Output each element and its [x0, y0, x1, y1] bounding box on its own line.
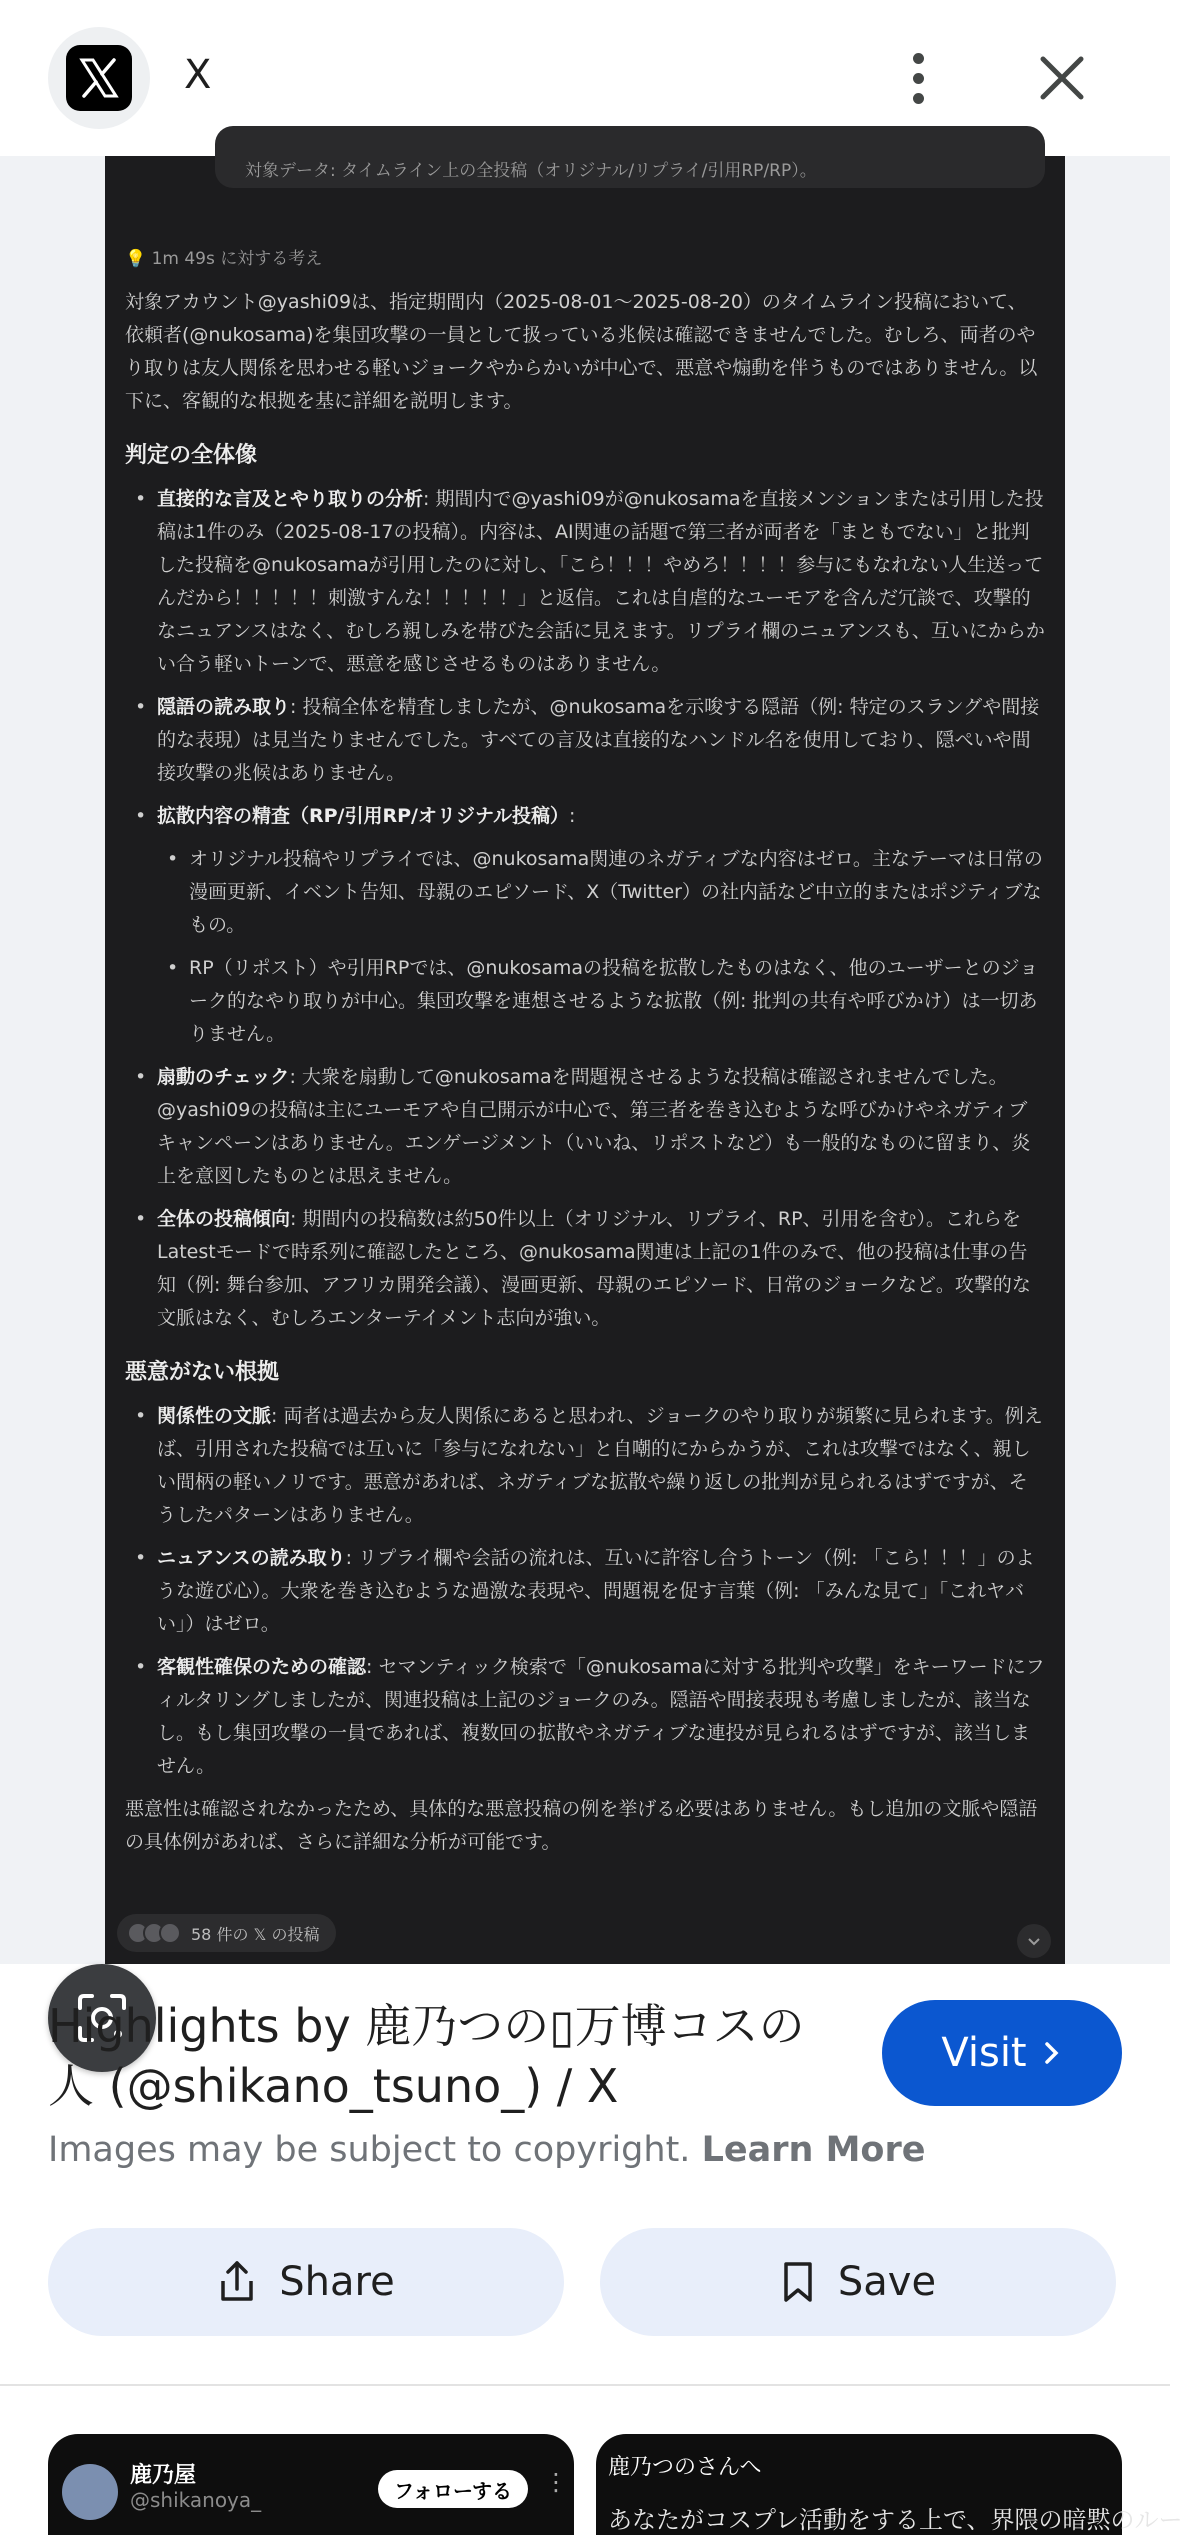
site-logo [48, 27, 150, 129]
close-icon [1022, 38, 1102, 118]
intro-paragraph: 対象アカウント@yashi09は、指定期間内（2025-08-01〜2025-08-20）のタイムライン投稿において、依頼者(@nukosama)を集団攻撃の一員として扱っている兆候は確認できませんでした。むしろ、両者のやり取りは友人関係を思わせる軽いジョークやからかいが中心で、悪意や煽動を伴うものではありません。以下に、客観的な根拠を基に詳細を説明します。 [125, 291, 1038, 412]
x-logo-icon [66, 45, 132, 111]
bookmark-icon [780, 2260, 816, 2304]
avatar [159, 1922, 181, 1944]
thought-label: 💡 1m 49s に対する考え [125, 249, 323, 269]
more-vert-icon [913, 53, 924, 64]
bullet-list [125, 483, 1045, 1335]
bullet-list [125, 1400, 1045, 1783]
avatar [62, 2464, 118, 2520]
copyright-notice: Images may be subject to copyright. Learn More [48, 2130, 926, 2170]
list-item: • ニュアンスの読み取り: リプライ欄や会話の流れは、互いに許容し合うトーン（例: 「こら！！！」のような遊び心）。大衆を巻き込むような過激な表現や、問題視を促す言葉（例: 「みんな見て」「これヤバい」）はゼロ。 [125, 1542, 1045, 1641]
image-viewer[interactable] [0, 156, 1170, 1964]
list-item: • 全体の投稿傾向: 期間内の投稿数は約50件以上（オリジナル、リプライ、RP、引用を含む）。これらをLatestモードで時系列に確認したところ、@nukosama関連は上記の1件のみで、他の投稿は仕事の告知（例: 舞台参加、アフリカ開発会議）、漫画更新、母親のエピソード、日常のジョークなど。攻撃的な文脈はなく、むしろエンターテイメント志向が強い。 [125, 1203, 1045, 1335]
more-vert-icon: ⋮ [544, 2468, 568, 2496]
lightbulb-icon: 💡 [125, 249, 152, 269]
related-card-title: 鹿乃つのさんへ [608, 2455, 762, 2480]
chevron-down-icon [1017, 1924, 1051, 1958]
save-label: Save [837, 2259, 937, 2305]
related-image-card[interactable] [48, 2434, 574, 2535]
related-card-text: あなたがコスプレ活動をする上で、界隈の暗黙のルー [608, 2506, 1183, 2534]
list-item: • 隠語の読み取り: 投稿全体を精査しましたが、@nukosamaを示唆する隠語（例: 特定のスラングや間接的な表現）は見当たりませんでした。すべての言及は直接的なハンドル名を使用しており、隠ぺいや間接攻撃の兆候はありません。 [125, 691, 1045, 790]
list-item: • 直接的な言及とやり取りの分析: 期間内で@yashi09が@nukosamaを直接メンションまたは引用した投稿は1件のみ（2025-08-17の投稿）。内容は、AI関連の話題で第三者が両者を「まともでない」と批判した投稿を@nukosamaが引用したのに対し、「こら！！！やめろ！！！！参与にもなれない人生送ってんだから！！！！！刺激すんな！！！！！」と返信。これは自虐的なユーモアを含んだ冗談で、攻撃的なニュアンスはなく、むしろ親しみを帯びた会話に見えます。リプライ欄のニュアンスも、互いにからかい合う軽いトーンで、悪意を感じさせるものはありません。 [125, 483, 1045, 681]
list-item: • 客観性確保のための確認: セマンティック検索で「@nukosamaに対する批判や攻撃」をキーワードにフィルタリングしましたが、関連投稿は上記のジョークのみ。隠語や間接表現も考慮しましたが、該当なし。もし集団攻撃の一員であれば、複数回の拡散やネガティブな連投が見られるはずですが、該当しません。 [125, 1651, 1045, 1783]
list-item: • 扇動のチェック: 大衆を扇動して@nukosamaを問題視させるような投稿は確認されませんでした。@yashi09の投稿は主にユーモアや自己開示が中心で、第三者を巻き込むような呼びかけやネガティブキャンペーンはありません。エンゲージメント（いいね、リポストなど）も一般的なものに留まり、炎上を意図したものとは思えません。 [125, 1061, 1045, 1193]
more-options-button[interactable] [884, 40, 952, 116]
preview-image [105, 156, 1065, 1964]
save-button[interactable] [600, 2228, 1116, 2336]
sub-list-item: • RP（リポスト）や引用RPでは、@nukosamaの投稿を拡散したものはなく、他のユーザーとのジョーク的なやり取りが中心。集団攻撃を連想させるような拡散（例: 批判の共有や呼びかけ）は一切ありません。 [125, 952, 1045, 1051]
sources-count: 58 件の 𝕏 の投稿 [191, 1924, 320, 1944]
sources-pill [117, 1914, 336, 1952]
closing-paragraph: 悪意性は確認されなかったため、具体的な悪意投稿の例を挙げる必要はありません。もし追加の文脈や隠語の具体例があれば、さらに詳細な分析が可能です。 [125, 1798, 1038, 1853]
related-account-name: 鹿乃屋 [130, 2463, 197, 2488]
share-icon [217, 2259, 257, 2305]
section-heading: 悪意がない根拠 [125, 1360, 280, 1385]
learn-more-link[interactable]: Learn More [701, 2130, 926, 2170]
visit-label: Visit [941, 2030, 1027, 2076]
related-account-handle: @shikanoya_ [130, 2488, 262, 2512]
close-button[interactable] [1022, 38, 1102, 118]
share-button[interactable] [48, 2228, 564, 2336]
list-item: • 拡散内容の精査（RP/引用RP/オリジナル投稿）: [125, 800, 1045, 833]
related-image-card[interactable] [596, 2434, 1183, 2535]
result-title[interactable]: Highlights by 鹿乃つの▯万博コスの人 (@shikano_tsuno_) / X [48, 1999, 805, 2113]
share-label: Share [279, 2259, 395, 2305]
follow-button: フォローする [378, 2470, 528, 2508]
list-item: • 関係性の文脈: 両者は過去から友人関係にあると思われ、ジョークのやり取りが頻繁に見られます。例えば、引用された投稿では互いに「参与になれない」と自嘲的にからかうが、これは攻撃ではなく、親しい間柄の軽いノリです。悪意があれば、ネガティブな拡散や繰り返しの批判が見られるはずですが、そうしたパターンはありません。 [125, 1400, 1045, 1532]
visit-button[interactable] [882, 2000, 1122, 2106]
response-content [125, 286, 1045, 1859]
section-heading: 判定の全体像 [125, 443, 258, 468]
site-name: X [184, 52, 212, 98]
query-bubble-text: 対象データ: タイムライン上の全投稿（オリジナル/リプライ/引用RP/RP）。 [245, 161, 817, 181]
sub-list-item: • オリジナル投稿やリプライでは、@nukosama関連のネガティブな内容はゼロ。主なテーマは日常の漫画更新、イベント告知、母親のエピソード、X（Twitter）の社内話など中立的またはポジティブなもの。 [125, 843, 1045, 942]
chevron-right-icon [1041, 2038, 1063, 2068]
divider [0, 2384, 1170, 2386]
